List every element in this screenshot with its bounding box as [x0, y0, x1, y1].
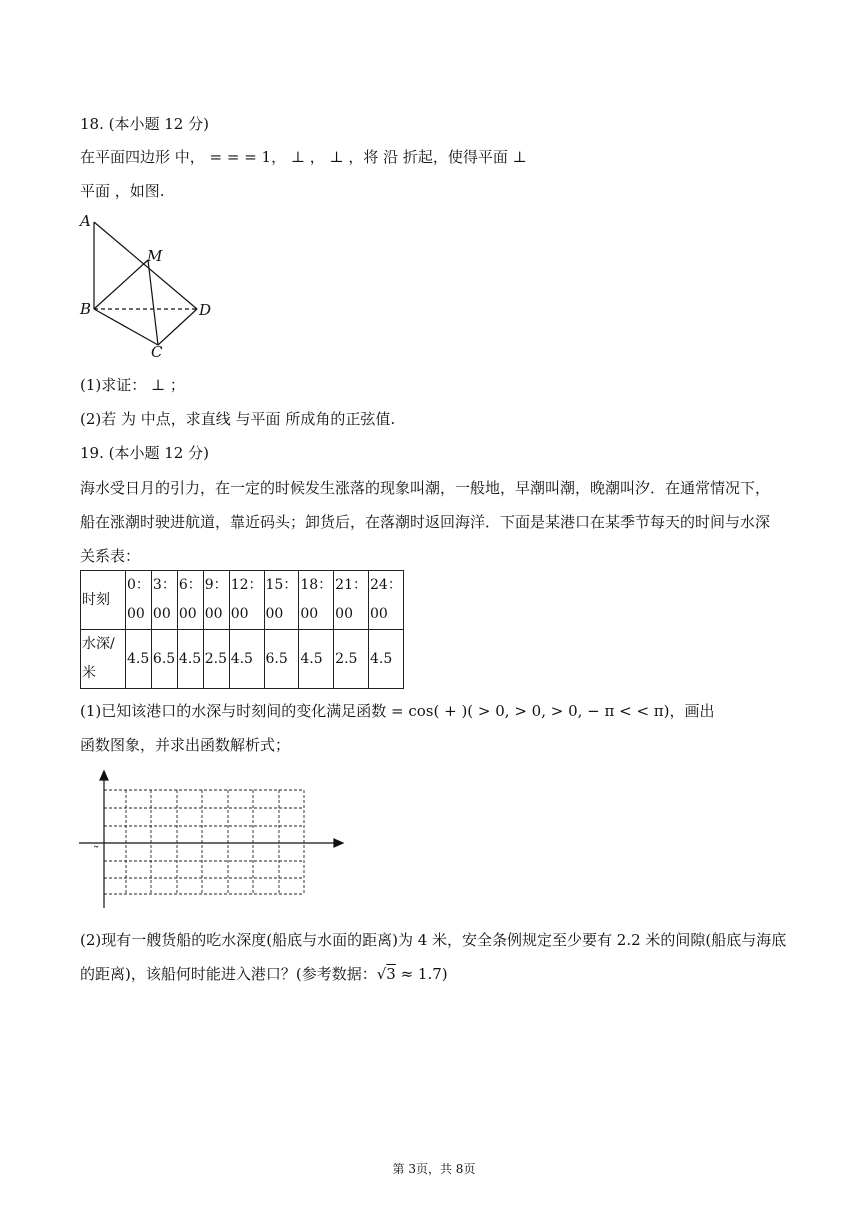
label-b: B	[80, 300, 92, 318]
table-cell-time: 6： 00	[177, 571, 203, 630]
label-c: C	[151, 343, 163, 361]
table-cell-time: 9： 00	[203, 571, 229, 630]
q19-part2-line2: 的距离)，该船何时能进入港口？(参考数据：√3 ≈ 1.7)	[80, 965, 448, 983]
q19-para-line1: 海水受日月的引力，在一定的时候发生涨落的现象叫潮，一般地，早潮叫潮，晚潮叫汐．在通常情况下，	[80, 479, 771, 497]
table-cell-depth: 2.5	[203, 630, 229, 689]
table-cell-time: 21： 00	[334, 571, 369, 630]
table-row-time	[81, 571, 404, 630]
sqrt-symbol: √	[376, 965, 387, 983]
table-cell-depth: 4.5	[177, 630, 203, 689]
blank-graph-grid	[76, 770, 346, 912]
q19-para-line3: 关系表：	[80, 547, 141, 565]
y-axis-arrow-icon	[100, 771, 108, 780]
q18-part2: (2)若 为 中点，求直线 与平面 所成角的正弦值.	[80, 410, 396, 428]
origin-mark: ˜	[93, 845, 100, 860]
table-cell-depth: 2.5	[334, 630, 369, 689]
table-cell-depth: 4.5	[229, 630, 264, 689]
q19-part1-line2: 函数图象，并求出函数解析式；	[80, 736, 291, 754]
table-cell-time: 3： 00	[151, 571, 177, 630]
q19-heading: 19. (本小题 12 分)	[80, 444, 209, 462]
grid-lines	[104, 790, 304, 894]
table-cell-depth: 4.5	[369, 630, 404, 689]
table-cell-depth: 4.5	[299, 630, 334, 689]
q19-part1-line1: (1)已知该港口的水深与时刻间的变化满足函数 = cos( + )( > 0, > 0, > 0, − π < < π)，画出	[80, 702, 715, 720]
edge-bc	[94, 309, 158, 345]
table-cell-time: 0： 00	[126, 571, 152, 630]
table-cell-depth: 4.5	[126, 630, 152, 689]
table-cell-time: 24： 00	[369, 571, 404, 630]
edge-ad	[94, 222, 197, 309]
label-a: A	[80, 212, 91, 230]
table-cell-time: 12： 00	[229, 571, 264, 630]
label-m: M	[147, 247, 163, 265]
x-axis-arrow-icon	[334, 839, 343, 847]
edge-bm	[94, 260, 148, 309]
q18-part1: (1)求证： ⊥ ；	[80, 376, 185, 394]
q18-statement-line2: 平面 ，如图.	[80, 182, 165, 200]
q19-para-line2: 船在涨潮时驶进航道，靠近码头；卸货后，在落潮时返回海洋．下面是某港口在某季节每天的时间与水深	[80, 513, 771, 531]
edge-cd	[158, 309, 197, 345]
sqrt-radicand: 3	[386, 965, 396, 983]
tide-table	[80, 570, 404, 689]
tetrahedron-figure	[75, 208, 225, 366]
label-d: D	[199, 301, 212, 319]
q19-part2-line1: (2)现有一艘货船的吃水深度(船底与水面的距离)为 4 米，安全条例规定至少要有 2.2 米的间隙(船底与海底	[80, 931, 787, 949]
table-header-depth: 水深/ 米	[81, 630, 126, 689]
table-cell-depth: 6.5	[151, 630, 177, 689]
edge-mc	[148, 260, 158, 345]
table-header-time: 时刻	[81, 571, 126, 630]
q18-statement-line1: 在平面四边形 中， = = = 1， ⊥ ， ⊥ ，将 沿 折起，使得平面 ⊥	[80, 148, 527, 166]
table-cell-time: 15： 00	[264, 571, 299, 630]
page-number: 第 3页，共 8页	[392, 1162, 476, 1176]
table-cell-time: 18： 00	[299, 571, 334, 630]
q18-heading: 18. (本小题 12 分)	[80, 115, 209, 133]
table-cell-depth: 6.5	[264, 630, 299, 689]
table-row-depth	[81, 630, 404, 689]
